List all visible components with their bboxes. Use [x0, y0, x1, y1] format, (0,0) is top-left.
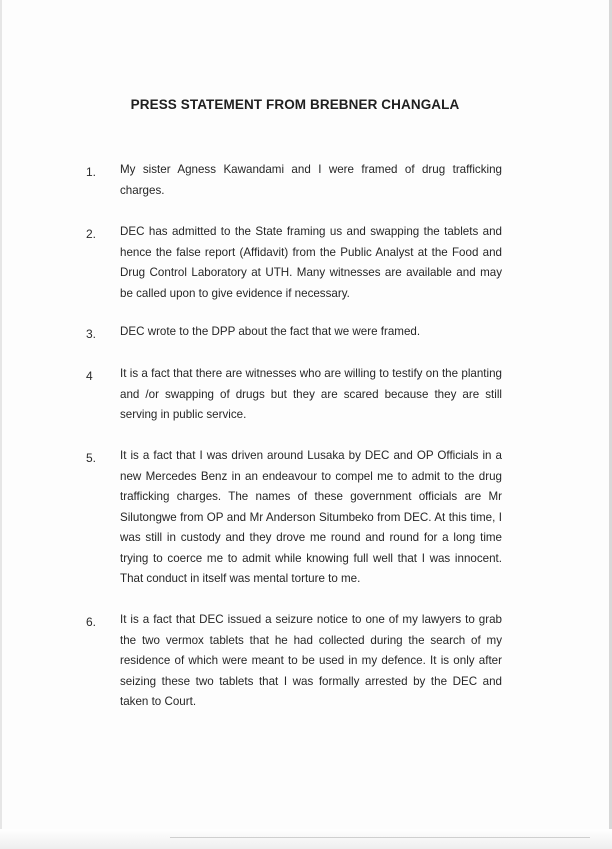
item-text: DEC wrote to the DPP about the fact that we were framed. [120, 325, 421, 338]
item-number: 4 [86, 369, 93, 383]
item-text: It is a fact that DEC issued a seizure notice to one of my lawyers to grab the two vermox tablets that he had collected during the search of my residence of which were meant to be used in my defence. It is only after seizing these two tablets that I was formally arrested by the DEC and taken to Court. [120, 613, 502, 708]
item-text: My sister Agness Kawandami and I were framed of drug trafficking charges. [120, 163, 502, 197]
item-number: 2. [86, 227, 97, 241]
scan-bottom-edge [0, 829, 612, 849]
item-number: 3. [86, 327, 97, 341]
item-number: 6. [86, 615, 97, 629]
item-text: It is a fact that there are witnesses who are willing to testify on the planting and /or swapping of drugs but they are scared because they are still serving in public service. [120, 367, 502, 421]
item-number: 5. [86, 451, 97, 465]
scan-left-edge [0, 0, 2, 849]
scan-artifact-line [170, 837, 590, 838]
item-text: It is a fact that I was driven around Lusaka by DEC and OP Officials in a new Mercedes Benz in an endeavour to compel me to admit to the drug trafficking charges. The names of these government officials are Mr Silutongwe from OP and Mr Anderson Situmbeko from DEC. At this time, I was still in custody and they drove me round and round for a long time trying to coerce me to admit while knowing full well that I was innocent. That conduct in itself was mental torture to me. [120, 449, 502, 585]
item-text: DEC has admitted to the State framing us and swapping the tablets and hence the false report (Affidavit) from the Public Analyst at the Food and Drug Control Laboratory at UTH. Many witnesses are available and may be called upon to give evidence if necessary. [120, 225, 502, 300]
item-number: 1. [86, 165, 97, 179]
page-title: PRESS STATEMENT FROM BREBNER CHANGALA [130, 97, 460, 112]
